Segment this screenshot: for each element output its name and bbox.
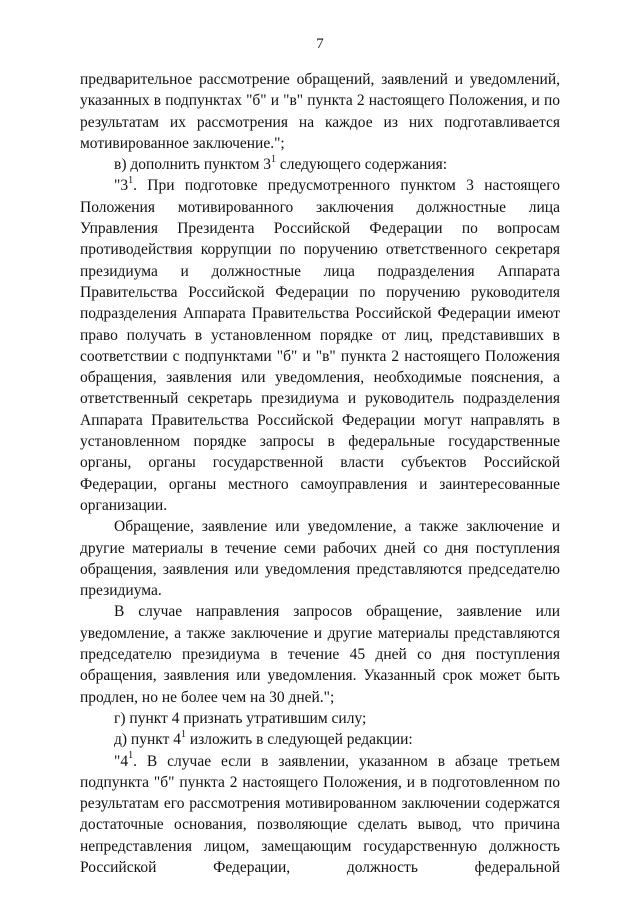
paragraph-appeal: Обращение, заявление или уведомление, а также заключение и другие материалы в течение семи рабочих дней со дня поступления обращения, заявления или уведомления представляются председателю президиума.: [80, 518, 560, 600]
paragraph-item-d-text-end: изложить в следующей редакции:: [186, 731, 413, 749]
paragraph-point-4-1-text: . В случае если в заявлении, указанном в абзаце третьем подпункта "б" пункта 2 настоящего Положения, и в подготовленном по результатам его рассмотрения мотивированном заключении содержатся достаточные основания, позволяющие сделать вывод, что причина непредставления лицом, замещающим государственную должность Российской Федерации, должность федеральной: [80, 752, 560, 876]
paragraph-point-3-1-text: . При подготовке предусмотренного пунктом 3 настоящего Положения мотивированного заключения должностные лица Управления Президента Российской Федерации по вопросам противодействия коррупции по поручению ответственного секретаря президиума и должностные лица подразделения Аппарата Правительства Российской Федерации по поручению руководителя подразделения Аппарата Правительства Российской Федерации имеют право получать в установленном порядке от лиц, представивших в соответствии с подпунктами "б" и "в" пункта 2 настоящего Положения обращения, заявления или уведомления, необходимые пояснения, а ответственный секретарь президиума и руководитель подразделения Аппарата Правительства Российской Федерации могут направлять в установленном порядке запросы в федеральные государственные органы, органы государственной власти субъектов Российской Федерации, органы местного самоуправления и заинтересованные организации.: [80, 177, 560, 514]
paragraph-item-v-text-end: следующего содержания:: [276, 156, 448, 174]
paragraph-item-d: [80, 729, 560, 750]
paragraph-point-3-1-number: "3: [114, 177, 129, 195]
paragraph-requests: В случае направления запросов обращение, заявление или уведомление, а также заключение и другие материалы представляются председателю президиума в течение 45 дней со дня поступления обращения, заявления или уведомления. Указанный срок может быть продлен, но не более чем на 30 дней.";: [80, 603, 560, 706]
paragraph-point-4-1: [80, 751, 560, 879]
paragraph-item-g: г) пункт 4 признать утратившим силу;: [114, 709, 367, 727]
superscript: 1: [128, 750, 134, 762]
paragraph-item-v-text: в) дополнить пунктом 3: [114, 156, 271, 174]
paragraph-point-4-1-number: "4: [114, 752, 129, 770]
paragraph-item-d-text: д) пункт 4: [114, 731, 181, 749]
paragraph-item-v: [80, 154, 560, 175]
paragraph-point-3-1: [80, 175, 560, 516]
superscript: 1: [128, 175, 134, 187]
document-body: [80, 69, 560, 878]
paragraph-continuation: предварительное рассмотрение обращений, заявлений и уведомлений, указанных в подпунктах "б" и "в" пункта 2 настоящего Положения, и по результатам их рассмотрения на каждое из них подготавливается мотивированное заключение.";: [80, 71, 560, 152]
page-number: 7: [316, 36, 324, 52]
superscript: 1: [271, 154, 276, 166]
superscript: 1: [181, 729, 186, 741]
